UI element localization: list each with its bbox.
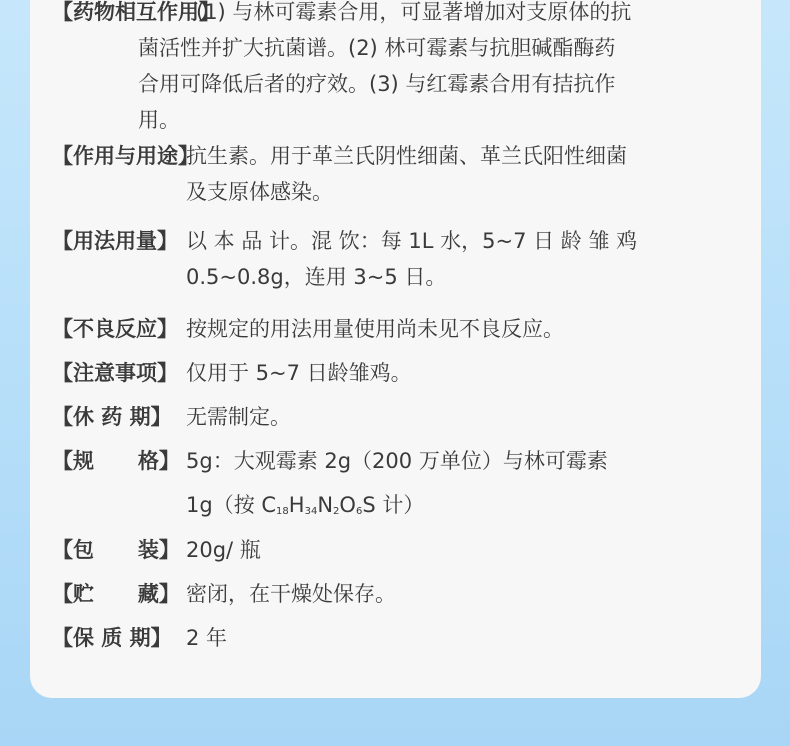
- entry-line: 2 年: [186, 626, 228, 650]
- entry-value: [186, 620, 731, 656]
- formula-element: N: [317, 493, 334, 517]
- entry-label: 【休 药 期】: [52, 405, 172, 429]
- entry-line: 5g：大观霉素 2g（200 万单位）与林可霉素: [186, 449, 608, 473]
- entry-precautions: [52, 355, 731, 391]
- entry-packaging: [52, 532, 731, 568]
- entry-value: [186, 223, 731, 295]
- entry-dosage: [52, 223, 731, 295]
- entry-label: 【贮 藏】: [52, 582, 180, 606]
- entry-adverse-reactions: [52, 311, 731, 347]
- entry-value: [186, 399, 731, 435]
- entry-withdrawal-period: [52, 399, 731, 435]
- entry-value: [138, 0, 731, 138]
- entry-label: 【包 装】: [52, 538, 180, 562]
- formula-subscript: 34: [304, 506, 318, 517]
- formula-prefix: 1g（按: [186, 493, 262, 517]
- product-info-card: [30, 0, 761, 698]
- formula-element: O: [339, 493, 356, 517]
- entry-line: 以 本 品 计。混 饮：每 1L 水，5~7 日 龄 雏 鸡: [186, 229, 638, 253]
- entry-drug-interactions: [52, 0, 731, 138]
- entry-label: 【规 格】: [52, 449, 180, 473]
- entry-value: [186, 311, 731, 347]
- entry-label: 【保 质 期】: [52, 626, 172, 650]
- entry-specification: [52, 443, 731, 530]
- entry-line: 按规定的用法用量使用尚未见不良反应。: [186, 317, 564, 341]
- entry-line: 抗生素。用于革兰氏阴性细菌、革兰氏阳性细菌: [186, 144, 627, 168]
- entry-label: 【用法用量】: [52, 229, 178, 253]
- molecular-formula: [186, 487, 731, 530]
- entry-line: 合用可降低后者的疗效。(3) 与红霉素合用有拮抗作: [138, 72, 616, 96]
- formula-subscript: 6: [355, 506, 363, 517]
- entry-value: [186, 532, 731, 568]
- formula-suffix: 计）: [375, 493, 425, 517]
- entry-value: [186, 576, 731, 612]
- formula-element: S: [362, 493, 376, 517]
- entry-shelf-life: [52, 620, 731, 656]
- entry-indications: [52, 138, 731, 210]
- formula-element: H: [288, 493, 305, 517]
- entry-line: 及支原体感染。: [186, 180, 333, 204]
- entry-line: 20g/ 瓶: [186, 538, 261, 562]
- formula-subscript: 2: [333, 506, 340, 517]
- entry-line: 密闭，在干燥处保存。: [186, 582, 396, 606]
- entry-line: 用。: [138, 108, 180, 132]
- entry-value: [186, 355, 731, 391]
- entry-storage: [52, 576, 731, 612]
- entry-line: 菌活性并扩大抗菌谱。(2) 林可霉素与抗胆碱酯酶药: [138, 36, 616, 60]
- entry-value: [186, 443, 731, 530]
- entry-label: 【作用与用途】: [52, 144, 199, 168]
- entry-label: 【注意事项】: [52, 361, 178, 385]
- entry-label: 【不良反应】: [52, 317, 178, 341]
- entry-label: 【药物相互作用】: [52, 0, 220, 24]
- entry-line: 仅用于 5~7 日龄雏鸡。: [186, 361, 412, 385]
- entry-line: 无需制定。: [186, 405, 291, 429]
- formula-subscript: 18: [276, 506, 289, 517]
- entry-value: [186, 138, 731, 210]
- entry-line: 0.5~0.8g，连用 3~5 日。: [186, 265, 447, 289]
- formula-element: C: [261, 493, 277, 517]
- entry-line: (1) 与林可霉素合用，可显著增加对支原体的抗: [196, 0, 632, 24]
